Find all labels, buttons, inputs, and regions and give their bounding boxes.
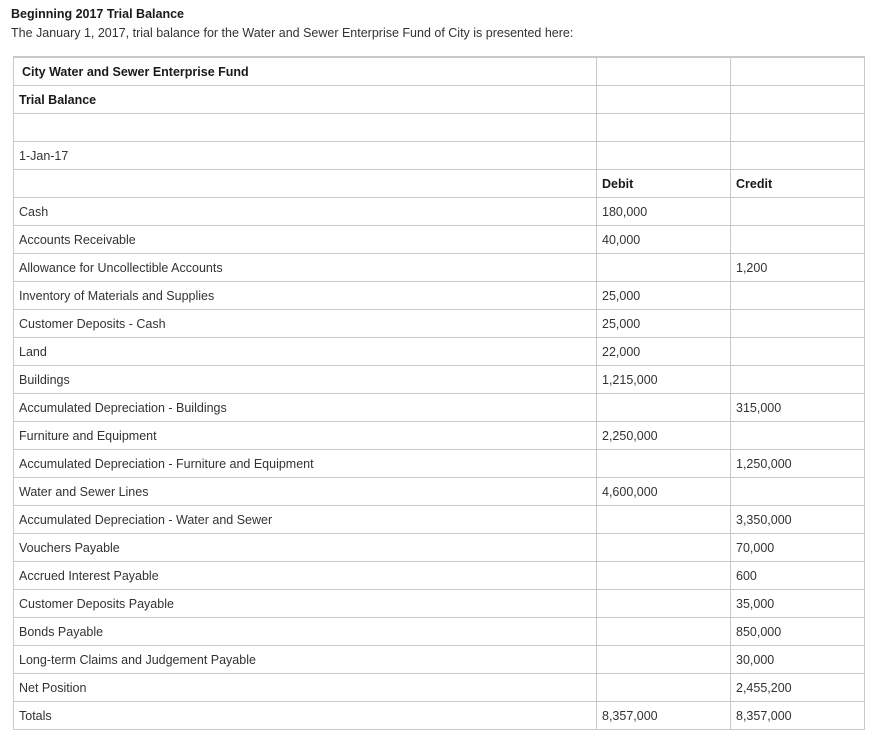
account-row: [14, 562, 865, 590]
debit-amount: [597, 450, 731, 478]
fund-name: City Water and Sewer Enterprise Fund: [14, 57, 597, 86]
account-row: [14, 506, 865, 534]
credit-amount: [731, 198, 865, 226]
account-row: [14, 422, 865, 450]
credit-amount: 315,000: [731, 394, 865, 422]
empty-cell: [597, 114, 731, 142]
page-title: Beginning 2017 Trial Balance: [11, 7, 184, 21]
statement-name: Trial Balance: [14, 86, 597, 114]
totals-row: [14, 702, 865, 730]
trial-balance-table: [13, 56, 865, 730]
credit-amount: 35,000: [731, 590, 865, 618]
account-row: [14, 590, 865, 618]
empty-cell: [597, 142, 731, 170]
date-row: [14, 142, 865, 170]
debit-amount: 25,000: [597, 310, 731, 338]
totals-label: Totals: [14, 702, 597, 730]
account-name: Cash: [14, 198, 597, 226]
totals-section: [14, 702, 865, 730]
account-name: Accounts Receivable: [14, 226, 597, 254]
credit-amount: [731, 226, 865, 254]
debit-amount: 1,215,000: [597, 366, 731, 394]
account-row: [14, 282, 865, 310]
debit-amount: 180,000: [597, 198, 731, 226]
empty-cell: [14, 170, 597, 198]
column-header-row: [14, 170, 865, 198]
account-name: Buildings: [14, 366, 597, 394]
debit-amount: [597, 506, 731, 534]
empty-cell: [731, 57, 865, 86]
account-name: Water and Sewer Lines: [14, 478, 597, 506]
intro-text: The January 1, 2017, trial balance for the Water and Sewer Enterprise Fund of City is presented here:: [11, 26, 574, 40]
account-name: Customer Deposits Payable: [14, 590, 597, 618]
debit-amount: [597, 562, 731, 590]
debit-amount: 40,000: [597, 226, 731, 254]
account-name: Furniture and Equipment: [14, 422, 597, 450]
fund-name-row: [14, 57, 865, 86]
account-row: [14, 646, 865, 674]
statement-name-row: [14, 86, 865, 114]
credit-amount: [731, 478, 865, 506]
debit-column-header: Debit: [597, 170, 731, 198]
credit-amount: 850,000: [731, 618, 865, 646]
credit-amount: 70,000: [731, 534, 865, 562]
empty-cell: [731, 86, 865, 114]
statement-date: 1-Jan-17: [14, 142, 597, 170]
debit-amount: 25,000: [597, 282, 731, 310]
account-name: Inventory of Materials and Supplies: [14, 282, 597, 310]
trial-balance-body: [14, 57, 865, 198]
credit-amount: [731, 338, 865, 366]
debit-amount: [597, 534, 731, 562]
credit-amount: [731, 422, 865, 450]
debit-amount: [597, 394, 731, 422]
account-row: [14, 618, 865, 646]
debit-amount: 4,600,000: [597, 478, 731, 506]
credit-amount: 1,200: [731, 254, 865, 282]
credit-amount: 3,350,000: [731, 506, 865, 534]
account-name: Long-term Claims and Judgement Payable: [14, 646, 597, 674]
debit-amount: [597, 618, 731, 646]
debit-amount: [597, 674, 731, 702]
totals-debit: 8,357,000: [597, 702, 731, 730]
account-name: Net Position: [14, 674, 597, 702]
account-row: [14, 450, 865, 478]
account-name: Accumulated Depreciation - Water and Sewer: [14, 506, 597, 534]
account-row: [14, 226, 865, 254]
account-row: [14, 478, 865, 506]
debit-amount: 2,250,000: [597, 422, 731, 450]
account-name: Bonds Payable: [14, 618, 597, 646]
empty-cell: [731, 114, 865, 142]
credit-amount: 1,250,000: [731, 450, 865, 478]
account-row: [14, 674, 865, 702]
account-row: [14, 254, 865, 282]
empty-cell: [597, 86, 731, 114]
credit-amount: 2,455,200: [731, 674, 865, 702]
credit-amount: 30,000: [731, 646, 865, 674]
account-row: [14, 366, 865, 394]
empty-cell: [597, 57, 731, 86]
account-name: Allowance for Uncollectible Accounts: [14, 254, 597, 282]
credit-amount: [731, 310, 865, 338]
account-name: Land: [14, 338, 597, 366]
account-name: Accumulated Depreciation - Buildings: [14, 394, 597, 422]
account-name: Customer Deposits - Cash: [14, 310, 597, 338]
debit-amount: 22,000: [597, 338, 731, 366]
credit-amount: 600: [731, 562, 865, 590]
debit-amount: [597, 254, 731, 282]
totals-credit: 8,357,000: [731, 702, 865, 730]
account-row: [14, 534, 865, 562]
account-row: [14, 310, 865, 338]
account-name: Accumulated Depreciation - Furniture and Equipment: [14, 450, 597, 478]
account-row: [14, 394, 865, 422]
blank-row: [14, 114, 865, 142]
account-name: Accrued Interest Payable: [14, 562, 597, 590]
debit-amount: [597, 646, 731, 674]
empty-cell: [731, 142, 865, 170]
credit-column-header: Credit: [731, 170, 865, 198]
debit-amount: [597, 590, 731, 618]
empty-cell: [14, 114, 597, 142]
account-row: [14, 338, 865, 366]
account-name: Vouchers Payable: [14, 534, 597, 562]
credit-amount: [731, 366, 865, 394]
credit-amount: [731, 282, 865, 310]
account-rows: [14, 198, 865, 702]
account-row: [14, 198, 865, 226]
